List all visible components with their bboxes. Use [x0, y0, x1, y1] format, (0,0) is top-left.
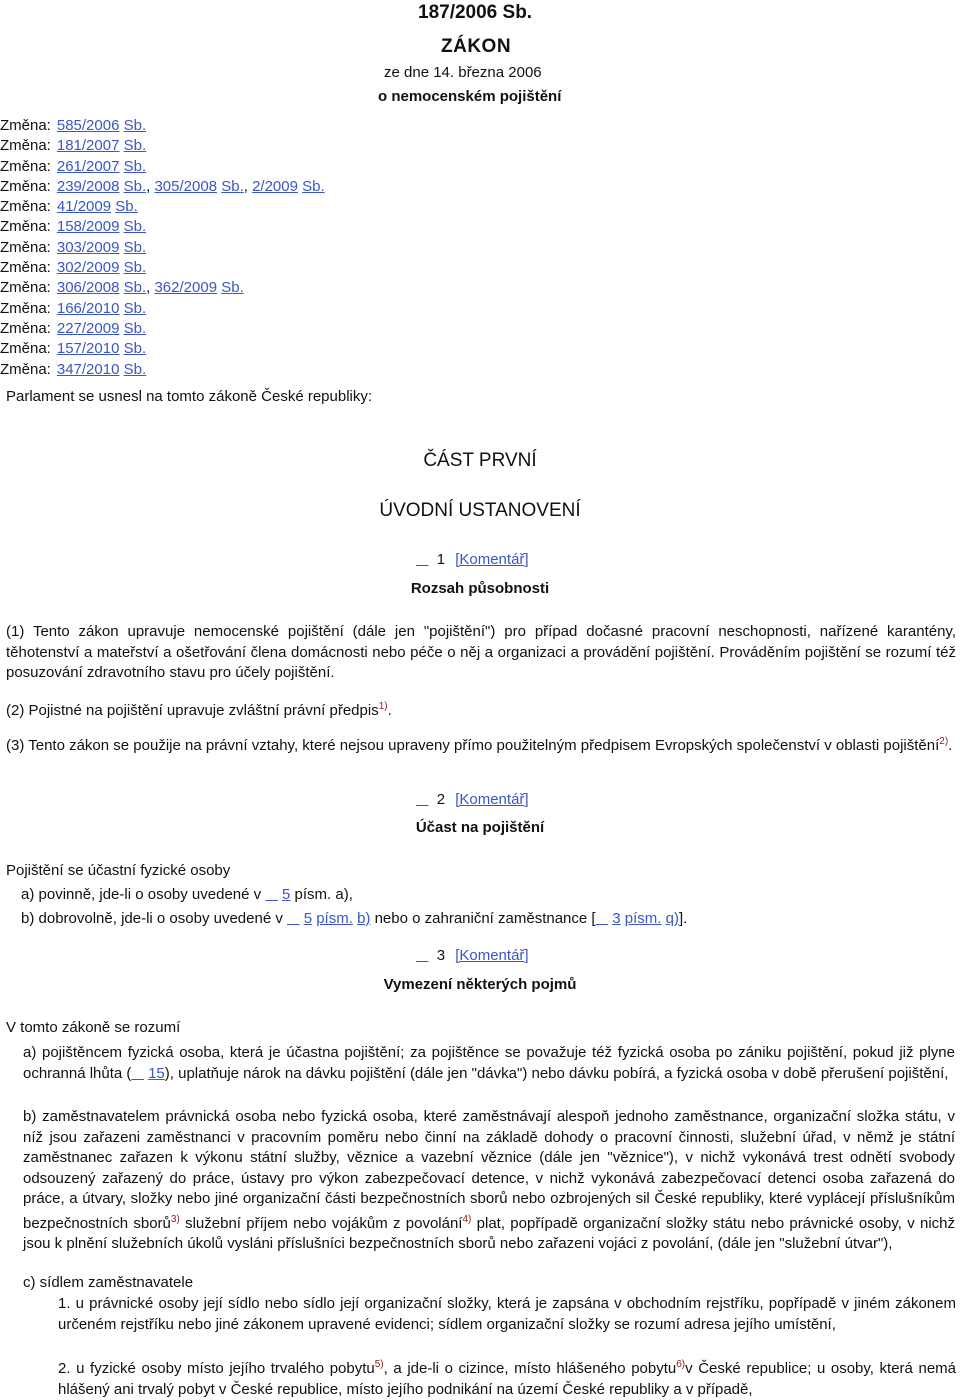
- section-3-item-b: [23, 1107, 955, 1255]
- section-3-item-c-2-text-3: v České republice; u osoby, která nemá hlášený ani trvalý pobyt v České republice, místo jejího podnikání na území České republiky a v případě,: [58, 1360, 956, 1398]
- section-3-number: 3: [436, 947, 446, 964]
- amendment-sb-link[interactable]: Sb.: [123, 137, 147, 155]
- amendment-row: [0, 177, 325, 197]
- amendment-number-link[interactable]: 2/2009: [252, 177, 298, 195]
- amendment-label: Změna:: [0, 360, 51, 378]
- amendment-sb-link[interactable]: Sb.: [123, 299, 147, 317]
- section-3-item-a-end: ), uplatňuje nárok na dávku pojištění (dále jen "dávka") nebo dávku pobírá, a fyzická osoba v době přerušení pojištění,: [164, 1064, 949, 1082]
- part-title: ČÁST PRVNÍ: [423, 450, 537, 471]
- section-1-name: Rozsah působnosti: [410, 580, 550, 597]
- part-subtitle: ÚVODNÍ USTANOVENÍ: [379, 500, 581, 521]
- footnote-ref-3[interactable]: 3): [170, 1213, 180, 1225]
- amendment-sb-link[interactable]: Sb.: [123, 319, 147, 337]
- section-2-name: Účast na pojištění: [415, 819, 545, 836]
- section-2-item-a: [21, 886, 353, 903]
- amendment-label: Změna:: [0, 299, 51, 317]
- section-2-comment-link[interactable]: [Komentář]: [455, 791, 529, 808]
- section-2-item-b-pism2-link[interactable]: písm.: [624, 910, 662, 927]
- amendment-list: [0, 116, 325, 380]
- section-3-item-b-text-1: b) zaměstnavatelem právnická osoba nebo fyzická osoba, které zaměstnávají alespoň jednoho zaměstnance, organizační složka státu, v níž jsou zařazeni zaměstnanci v pracovním poměru nebo činní na základě dohody o pracovní činnosti, služební úřad, v němž je státní zaměstnanec zařazen k výkonu státní služby, věznice a vazební věznice (dále jen "věznice"), v nichž vykonává trest odnětí svobody odsouzený zařazený do práce, ústavy pro výkon zabezpečovací detence, v nichž vykonává zabezpečovací detenci osoba zařazená do práce, a útvary, složky nebo jiné organizační části bezpečnostních sborů nebo ozbrojených sil České republiky, které vyplácejí příslušníkům bezpečnostních sborů: [23, 1108, 955, 1232]
- section-2-item-b-pism-link[interactable]: písm.: [316, 910, 353, 927]
- section-3-item-c-2-text-1: 2. u fyzické osoby místo jejího trvalého pobytu: [58, 1360, 375, 1377]
- amendment-row: [0, 319, 325, 339]
- section-sign-icon: [416, 791, 429, 808]
- section-3-item-b-text-3: plat, popřípadě organizační složky státu nebo právnické osoby, v nichž jsou k plnění služebních úkolů vysláni příslušníci bezpečnostních sborů nebo zařazeni vojáci z povolání, (dále jen "služební útvar"),: [23, 1214, 956, 1252]
- section-3-heading: [416, 947, 529, 964]
- amendment-sb-link[interactable]: Sb.: [123, 218, 147, 236]
- amendment-sb-link[interactable]: Sb.: [123, 360, 147, 378]
- amendment-row: [0, 278, 325, 298]
- footnote-ref-1[interactable]: 1): [378, 701, 388, 712]
- section-1-heading: [416, 551, 529, 568]
- amendment-label: Změna:: [0, 319, 51, 337]
- footnote-ref-6[interactable]: 6): [676, 1359, 686, 1370]
- document-subject: o nemocenském pojištění: [378, 88, 562, 105]
- section-2-item-a-end: písm. a),: [294, 886, 353, 903]
- amendment-label: Změna:: [0, 157, 51, 175]
- amendment-sb-link[interactable]: Sb.: [221, 279, 244, 297]
- section-3-item-c-1: 1. u právnické osoby její sídlo nebo sídlo její organizační složky, která je zapsána v obchodním rejstříku, popřípadě v jiném zákonem určeném rejstříku nebo jiné zákonem upravené evidenci; sídlem organizační složky se rozumí adresa jejího umístění,: [58, 1295, 956, 1333]
- section-3-item-c-2-text-2: , a jde-li o cizince, místo hlášeného pobytu: [383, 1360, 677, 1377]
- amendment-number-link[interactable]: 158/2009: [56, 218, 120, 236]
- amendment-sb-link[interactable]: Sb.: [123, 157, 147, 175]
- footnote-ref-5[interactable]: 5): [374, 1359, 384, 1370]
- preamble: Parlament se usnesl na tomto zákoně České republiky:: [6, 388, 373, 405]
- amendment-row: [0, 360, 325, 380]
- section-3-comment-link[interactable]: [Komentář]: [455, 947, 529, 964]
- section-1-comment-link[interactable]: [Komentář]: [455, 551, 529, 568]
- amendment-number-link[interactable]: 302/2009: [56, 259, 120, 277]
- amendment-separator: ,: [243, 177, 253, 195]
- amendment-sb-link[interactable]: Sb.: [123, 238, 147, 256]
- section-2-item-b-text: b) dobrovolně, jde-li o osoby uvedené v: [21, 910, 283, 927]
- amendment-separator: ,: [146, 279, 155, 297]
- section-1-para-1: (1) Tento zákon upravuje nemocenské pojištění (dále jen "pojištění") pro případ dočasné pracovní neschopnosti, nařízené karantény, těhotenství a mateřství a ošetřování člena domácnosti nebo péče o něj a organizaci a provádění pojištění. Prováděním pojištění se rozumí též posuzování zdravotního stavu pro účely pojištění.: [6, 623, 956, 681]
- footnote-ref-4[interactable]: 4): [462, 1213, 472, 1225]
- amendment-number-link[interactable]: 303/2009: [56, 238, 120, 256]
- amendment-label: Změna:: [0, 218, 51, 236]
- section-3-item-c: c) sídlem zaměstnavatele: [23, 1274, 194, 1291]
- amendment-row: [0, 116, 325, 136]
- section-sign-icon: [416, 947, 429, 964]
- amendment-number-link[interactable]: 227/2009: [56, 319, 120, 337]
- amendment-number-link[interactable]: 305/2008: [154, 177, 218, 195]
- document-date: ze dne 14. března 2006: [384, 64, 542, 81]
- section-1-number: 1: [436, 551, 446, 568]
- amendment-row: [0, 197, 325, 217]
- section-3-item-a: [23, 1043, 955, 1084]
- section-sign-icon: [416, 551, 429, 568]
- law-number-text: 187/2006 Sb.: [418, 2, 533, 23]
- amendment-label: Změna:: [0, 340, 51, 358]
- section-2-item-b-letter2-link[interactable]: q): [665, 910, 679, 927]
- amendment-label: Změna:: [0, 198, 51, 216]
- amendment-sb-link[interactable]: Sb.: [123, 279, 147, 297]
- amendment-number-link[interactable]: 157/2010: [56, 340, 120, 358]
- amendment-label: Změna:: [0, 259, 51, 277]
- amendment-row: [0, 217, 325, 237]
- amendment-label: Změna:: [0, 279, 51, 297]
- section-3-item-a-text: a) pojištěncem fyzická osoba, která je účastna pojištění; za pojištěnce se považuje též fyzická osoba po zániku pojištění, pokud již plyne ochranná lhůta (: [23, 1044, 955, 1082]
- amendment-number-link[interactable]: 347/2010: [56, 360, 120, 378]
- section-2-item-b-mid: nebo o zahraniční zaměstnance [: [374, 910, 596, 927]
- section-2-heading: [416, 791, 529, 808]
- amendment-sb-link[interactable]: Sb.: [221, 177, 244, 195]
- section-1-para-3: (3) Tento zákon se použije na právní vztahy, které nejsou upraveny přímo použitelným předpisem Evropských společenství v oblasti pojištění$^{2)}$.: [6, 736, 953, 754]
- amendment-number-link[interactable]: 585/2006: [56, 117, 120, 134]
- amendment-number-link[interactable]: 306/2008: [56, 279, 120, 297]
- amendment-separator: ,: [146, 177, 155, 195]
- amendment-number-link[interactable]: 239/2008: [56, 177, 120, 195]
- amendment-label: Změna:: [0, 238, 51, 256]
- amendment-sb-link[interactable]: Sb.: [123, 117, 147, 134]
- document-type: ZÁKON: [441, 36, 512, 57]
- section-2-item-b-letter-link[interactable]: b): [357, 910, 371, 927]
- amendment-label: Změna:: [0, 177, 51, 195]
- amendment-label: Změna:: [0, 137, 51, 155]
- section-2-item-b: [21, 910, 687, 927]
- section-2-intro: Pojištění se účastní fyzické osoby: [6, 862, 231, 879]
- section-2-item-a-text: a) povinně, jde-li o osoby uvedené v: [21, 886, 262, 903]
- section-3-intro: V tomto zákoně se rozumí: [6, 1019, 181, 1036]
- section-1-para-3-text: (3) Tento zákon se použije na právní vztahy, které nejsou upraveny přímo použitelným předpisem Evropských společenství v oblasti pojištění: [6, 737, 940, 754]
- section-2-item-b-section2-number[interactable]: 3: [612, 910, 621, 927]
- footnote-ref-2[interactable]: 2): [939, 736, 949, 747]
- section-1-para-2: (2) Pojistné na pojištění upravuje zvláštní právní předpis$^{1)}$.: [6, 701, 392, 719]
- section-3-item-b-text-2: služební příjem nebo vojákům z povolání: [179, 1214, 463, 1232]
- section-2-item-b-section2-link[interactable]: [596, 910, 609, 927]
- amendment-sb-link[interactable]: Sb.: [123, 259, 147, 277]
- amendment-sb-link[interactable]: Sb.: [115, 198, 138, 216]
- amendment-row: [0, 136, 325, 156]
- section-3-item-a-section-link[interactable]: [131, 1065, 144, 1082]
- section-2-item-a-section-link[interactable]: [265, 886, 278, 903]
- amendment-number-link[interactable]: 362/2009: [154, 279, 218, 297]
- amendment-row: [0, 238, 325, 258]
- section-2-item-a-section-number[interactable]: 5: [282, 886, 291, 903]
- amendment-row: [0, 339, 325, 359]
- section-2-number: 2: [436, 791, 446, 808]
- amendment-number-link[interactable]: 166/2010: [56, 299, 120, 317]
- amendment-label: Změna:: [0, 117, 51, 134]
- amendment-sb-link[interactable]: Sb.: [302, 177, 325, 195]
- amendment-sb-link[interactable]: Sb.: [123, 177, 147, 195]
- section-3-name: Vymezení některých pojmů: [383, 976, 577, 993]
- amendment-sb-link[interactable]: Sb.: [123, 340, 147, 358]
- section-3-item-c-2: [58, 1355, 956, 1400]
- amendment-row: [0, 258, 325, 278]
- section-2-item-b-section-link[interactable]: [287, 910, 300, 927]
- section-2-item-b-section-number[interactable]: 5: [303, 910, 313, 927]
- amendment-row: [0, 299, 325, 319]
- section-2-item-b-end: ].: [678, 910, 688, 927]
- section-1-para-2-text: (2) Pojistné na pojištění upravuje zvláštní právní předpis: [6, 702, 379, 719]
- amendment-number-link[interactable]: 181/2007: [56, 137, 120, 155]
- amendment-row: [0, 157, 325, 177]
- section-3-item-a-section-number[interactable]: 15: [148, 1064, 165, 1082]
- amendment-number-link[interactable]: 261/2007: [56, 157, 120, 175]
- amendment-number-link[interactable]: 41/2009: [56, 198, 112, 216]
